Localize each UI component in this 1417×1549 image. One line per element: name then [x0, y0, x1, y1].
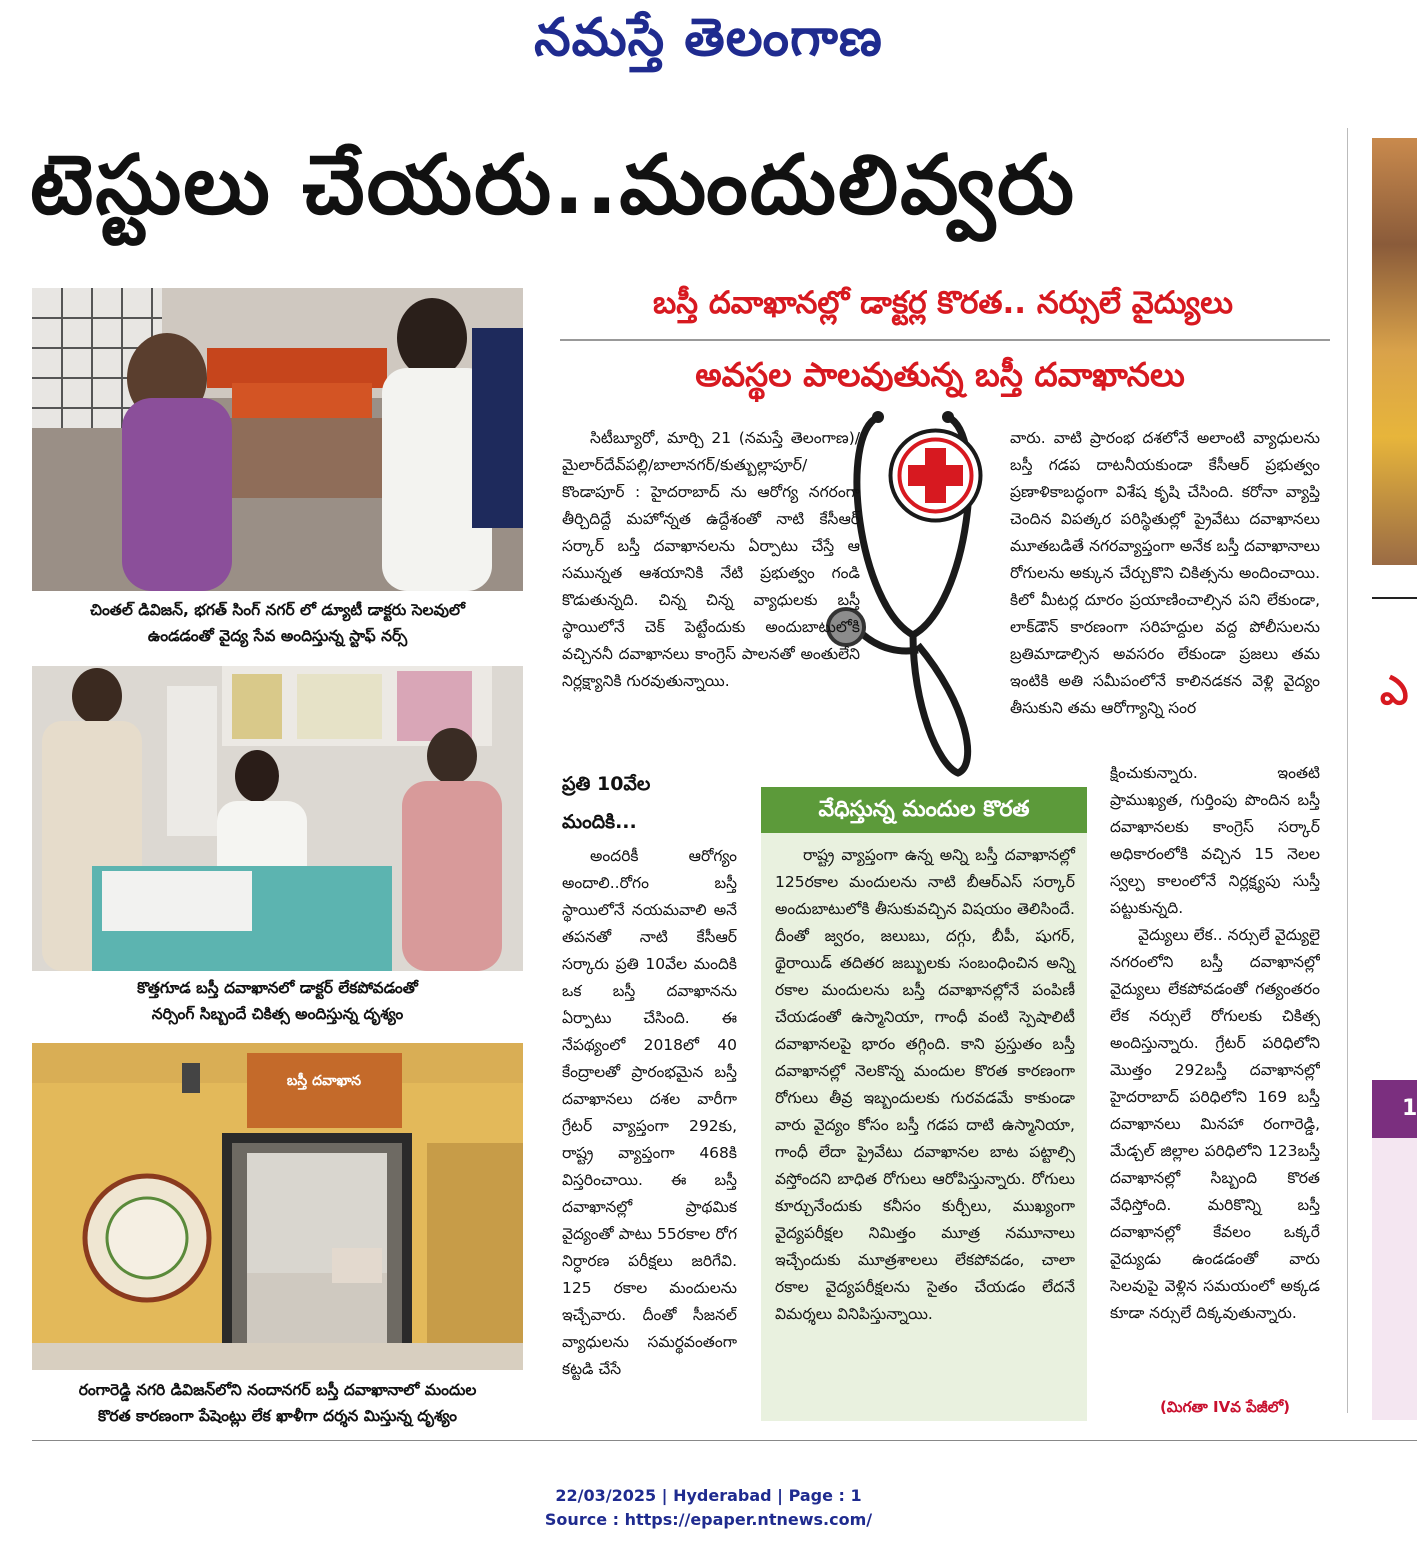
- article-column-3-top: [1010, 425, 1320, 758]
- article-paragraph: వారు. వాటి ప్రారంభ దశలోనే అలాంటి వ్యాధులను బస్తీ గడప దాటనీయకుండా కేసీఆర్ ప్రభుత్వం ప్రణాళికాబద్ధంగా విశేష కృషి చేసింది. కరోనా వ్యాప్తి చెందిన విపత్కర పరిస్థితుల్లో ప్రైవేటు దవాఖానలు మూతబడితే నగరవ్యాప్తంగా అనేక బస్తీ దవాఖానాలు రోగులను అక్కున చేర్చుకొని చికిత్సను అందించాయి. కిలో మీటర్ల దూరం ప్రయాణించాల్సిన పని లేకుండా, లాక్‌డౌన్ కారణంగా సరిహద్దుల వద్ద పోలీసులను బ్రతిమాడాల్సిన అవసరం లేకుండా ప్రజలు తమ ఇంటికి అతి సమీపంలోనే కాలినడకన వెళ్లి వైద్యం తీసుకుని తమ ఆరోగ్యాన్ని సంర: [1010, 429, 1320, 717]
- masthead-logo: నమస్తే తెలంగాణ: [534, 8, 883, 68]
- continued-on-page: (మిగతా IVవ పేజీలో): [1159, 1398, 1291, 1416]
- sub-headline: బస్తీ దవాఖానల్లో డాక్టర్ల కొరత.. నర్సులే వైద్యులు: [653, 285, 1233, 321]
- subheading-line: మందికి...: [562, 811, 637, 833]
- clinic-signboard-text: బస్తీ దవాఖాన: [286, 1073, 362, 1089]
- adjacent-article-box: 1: [1372, 1080, 1417, 1138]
- photo-nursing-staff-treatment: [32, 666, 523, 971]
- article-paragraph: అందరికీ ఆరోగ్యం అందాలి..రోగం బస్తీ స్థాయిలోనే నయమవాలి అనే తపనతో నాటి కేసీఆర్ సర్కారు ప్రతి 10వేల మందికి ఒక బస్తీ దవాఖానను ఏర్పాటు చేసింది. ఈ నేపథ్యంలో 2018లో 40 కేంద్రాలతో ప్రారంభమైన బస్తీ దవాఖానలు దశల వారీగా గ్రేటర్ వ్యాప్తంగా 292కు, రాష్ట్ర వ్యాప్తంగా 468కి విస్తరించాయి. ఈ బస్తీ దవాఖానల్లో ప్రాథమిక వైద్యంతో పాటు 55రకాల రోగ నిర్ధారణ పరీక్షలు జరిగేవి. 125 రకాల మందులను ఇచ్చేవారు. దీంతో సీజనల్ వ్యాధులను సమర్థవంతంగా కట్టడి చేసే: [562, 847, 737, 1378]
- main-headline: టెస్టులు చేయరు..మందులివ్వరు: [30, 138, 1077, 233]
- caption-line: నర్సింగ్ సిబ్బందే చికిత్స అందిస్తున్న దృశ్యం: [151, 1005, 404, 1023]
- page-bottom-rule: [32, 1440, 1417, 1441]
- page-footer: [0, 1484, 1417, 1532]
- adjacent-article-headline: ఎ: [1380, 668, 1409, 714]
- footer-date-line: 22/03/2025 | Hyderabad | Page : 1: [555, 1486, 862, 1505]
- caption-line: కొరత కారణంగా పేషెంట్లు లేక ఖాళీగా దర్శన మిస్తున్న దృశ్యం: [98, 1407, 457, 1425]
- caption-line: రంగారెడ్డి నగరి డివిజన్‌లోని నందానగర్ బస్తీ దవాఖానాలో మందుల: [78, 1381, 477, 1399]
- article-column-1-body: [562, 843, 737, 1423]
- article-column-1-intro: [562, 425, 860, 695]
- footer-source-line[interactable]: Source : https://epaper.ntnews.com/: [544, 1510, 873, 1529]
- photo-caption: [32, 1377, 523, 1429]
- adjacent-article-box-body: [1372, 1138, 1417, 1420]
- adjacent-article-rule: [1372, 597, 1417, 599]
- column-divider: [1347, 128, 1348, 1413]
- photo-nurse-bp-check: [32, 288, 523, 591]
- article-paragraph: వైద్యులు లేక.. నర్సులే వైద్యులై నగరంలోని బస్తీ దవాఖానల్లో వైద్యులు లేకపోవడంతో గత్యంతరం లేక నర్సులే రోగులకు చికిత్స అందిస్తున్నారు. గ్రేటర్ పరిధిలోని మొత్తం 292బస్తీ దవాఖానల్లో హైదరాబాద్ పరిధిలోని 169 బస్తీ దవాఖానలు మినహా రంగారెడ్డి, మేడ్చల్ జిల్లాల పరిధిలోని 123బస్తీ దవాఖానల్లో సిబ్బంది కొరత వేధిస్తోంది. మరికొన్ని బస్తీ దవాఖానల్లో కేవలం ఒక్కరే వైద్యుడు ఉండడంతో వారు సెలవుపై వెళ్లిన సమయంలో అక్కడ కూడా నర్సులే దిక్కవుతున్నారు.: [1110, 926, 1320, 1322]
- subhead-rule: [560, 339, 1330, 341]
- sub-headline-2: అవస్థల పాలవుతున్న బస్తీ దవాఖానలు: [695, 355, 1185, 394]
- subheading-line: ప్రతి 10వేల: [562, 773, 651, 795]
- article-paragraph: సిటీబ్యూరో, మార్చి 21 (నమస్తే తెలంగాణ)/మైలార్‌దేవ్‌పల్లి/బాలానగర్/కుత్బుల్లాపూర్/ కొండాపూర్ : హైదరాబాద్ ను ఆరోగ్య నగరంగా తీర్చిదిద్దే మహోన్నత ఉద్దేశంతో నాటి కేసీఆర్ సర్కార్ బస్తీ దవాఖానలను ఏర్పాటు చేస్తే ఆ సమున్నత ఆశయానికి నేటి ప్రభుత్వం గండి కొడుతున్నది. చిన్న చిన్న వ్యాధులకు బస్తీ స్థాయిలోనే చెక్ పెట్టేందుకు అందుబాటులోకి వచ్చిననీ దవాఖానలు కాంగ్రెస్ పాలనతో అంతులేని నిర్లక్ష్యానికి గురవుతున్నాయి.: [562, 429, 860, 690]
- article-subheading: [562, 765, 752, 841]
- article-paragraph: క్షించుకున్నారు. ఇంతటి ప్రాముఖ్యత, గుర్తింపు పొందిన బస్తీ దవాఖానలకు కాంగ్రెస్ సర్కార్ అధికారంలోకి వచ్చిన 15 నెలల స్వల్ప కాలంలోనే నిర్లక్ష్యపు సుస్తీ పట్టుకున్నది.: [1110, 764, 1320, 917]
- photo-caption: [32, 975, 523, 1027]
- photo-empty-basti-clinic: [32, 1043, 523, 1370]
- caption-line: చింతల్ డివిజన్, భగత్ సింగ్ నగర్ లో డ్యూటీ డాక్టరు సెలవులో: [90, 601, 465, 619]
- adjacent-article-photo: [1372, 138, 1417, 565]
- sidebox-body: [775, 842, 1075, 1328]
- photo-caption: [32, 597, 523, 649]
- sidebox-paragraph: రాష్ట్ర వ్యాప్తంగా ఉన్న అన్ని బస్తీ దవాఖానల్లో 125రకాల మందులను నాటి బీఆర్ఎస్ సర్కార్ అందుబాటులోకి తీసుకువచ్చిన విషయం తెలిసిందే. దీంతో జ్వరం, జలుబు, దగ్గు, బీపీ, షుగర్, థైరాయిడ్ తదితర జబ్బులకు సంబంధించిన అన్ని రకాల మందులను బస్తీ దవాఖానల్లోనే పంపిణీ చేయడంతో ఉస్మానియా, గాంధీ వంటి స్పెషాలిటీ దవాఖానలపై భారం తగ్గింది. కాని ప్రస్తుతం బస్తీ దవాఖానల్లో నెలకొన్న మందుల కొరత కారణంగా రోగులు తీవ్ర ఇబ్బందులకు గురవడమే కాకుండా వారు వైద్యం కోసం బస్తీ గడప దాటి ఉస్మానియా, గాంధీ లేదా ప్రైవేటు దవాఖానల బాట పట్టాల్సి వస్తోందని బాధిత రోగులు ఆరోపిస్తున్నారు. రోగులు కూర్చునేందుకు కనీసం కుర్చీలు, ముఖ్యంగా వైద్యపరీక్షల నిమిత్తం మూత్ర నమూనాలు ఇచ్చేందుకు మూత్రశాలలు లేకపోవడం, చాలా రకాల వైద్యపరీక్షలను సైతం చేయడం లేదనే విమర్శలు వినిపిస్తున్నాయి.: [775, 846, 1075, 1323]
- caption-line: ఉండడంతో వైద్య సేవ అందిస్తున్న స్టాఫ్ నర్స్: [147, 627, 408, 645]
- sidebox-title: వేధిస్తున్న మందుల కొరత: [761, 787, 1087, 833]
- caption-line: కొత్తగూడ బస్తీ దవాఖానలో డాక్టర్ లేకపోవడంతో: [137, 979, 418, 997]
- article-column-3-lower: [1110, 760, 1320, 1400]
- red-cross-icon: [888, 428, 983, 523]
